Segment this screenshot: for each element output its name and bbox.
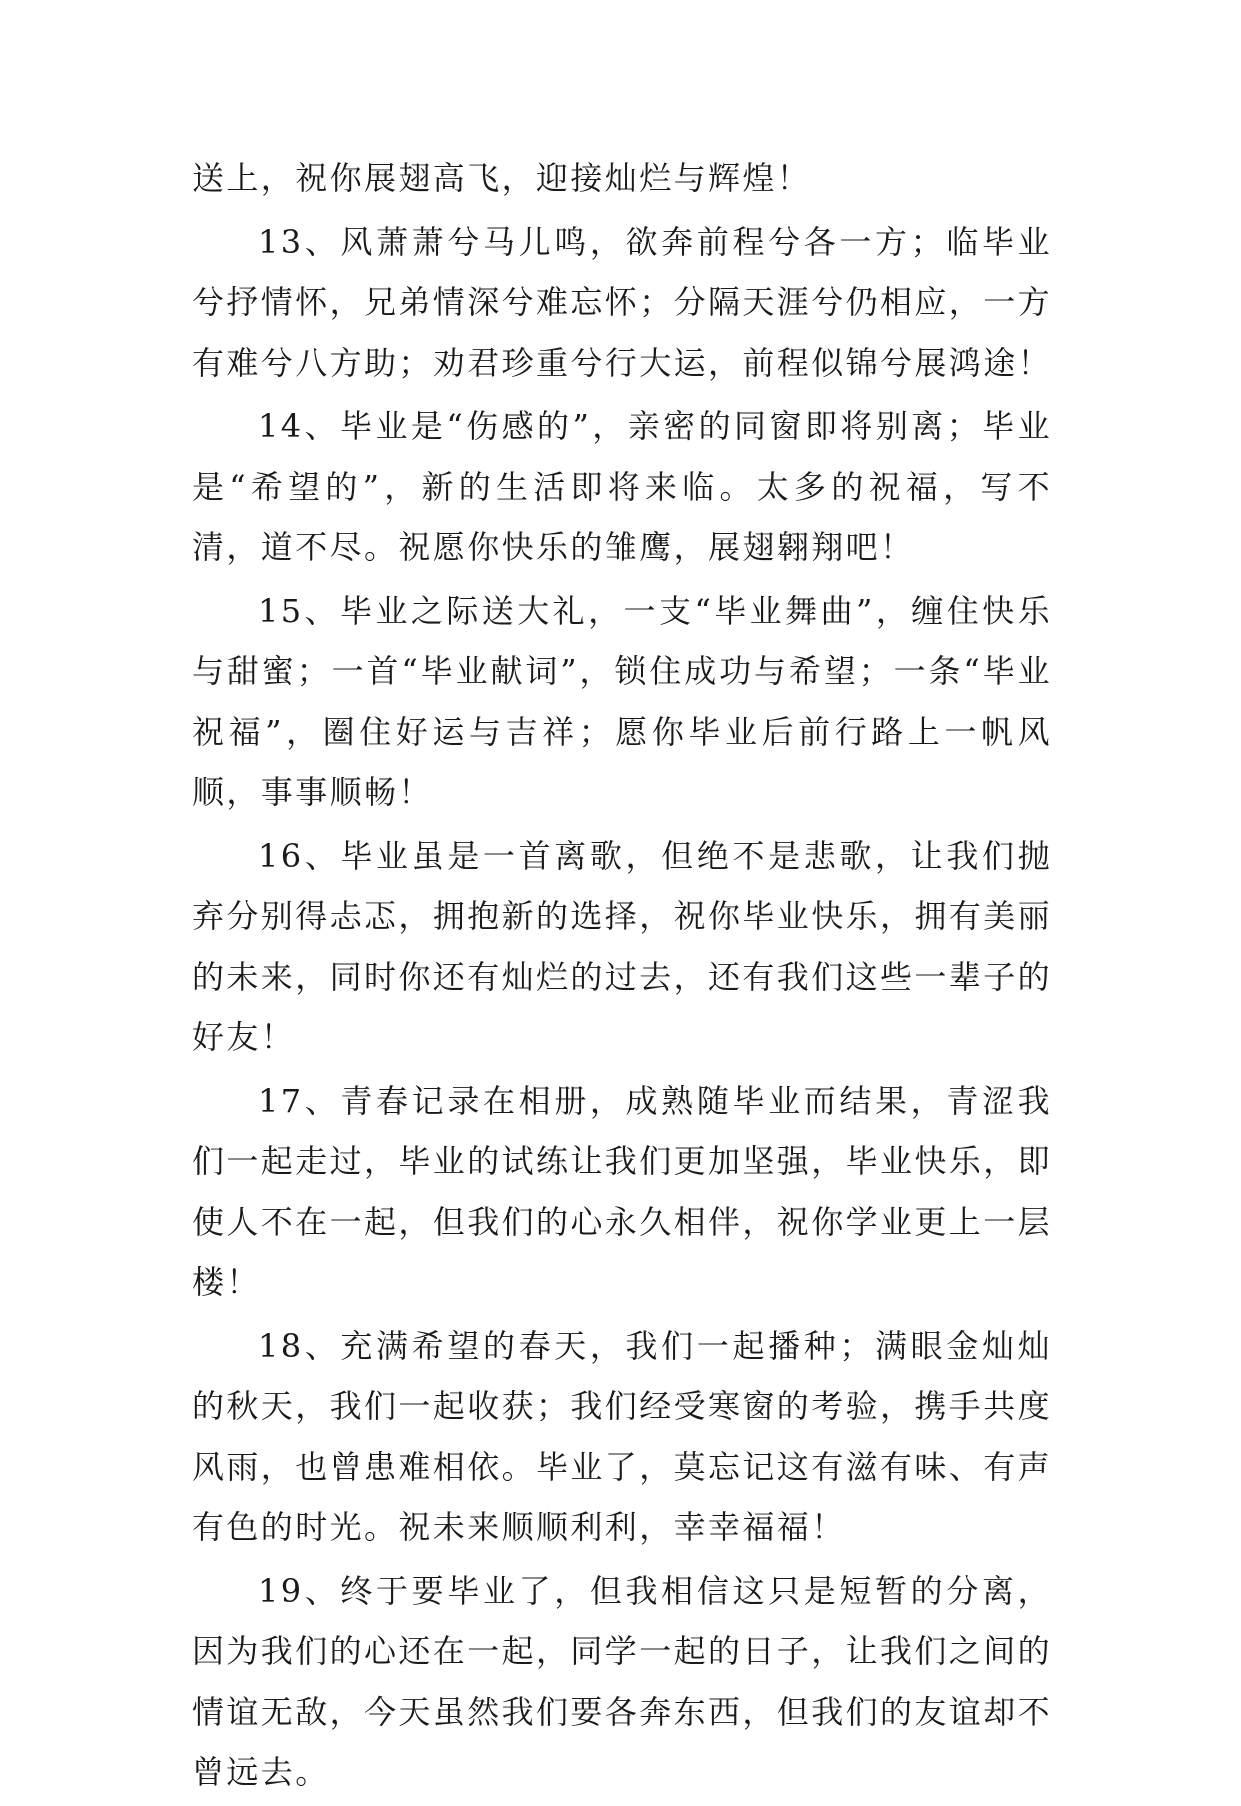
paragraph-14: 14、毕业是“伤感的”，亲密的同窗即将别离；毕业是“希望的”，新的生活即将来临。太多的祝福，写不清，道不尽。祝愿你快乐的雏鹰，展翅翱翔吧！ [192, 407, 1052, 566]
paragraph-17: 17、青春记录在相册，成熟随毕业而结果，青涩我们一起走过，毕业的试练让我们更加坚强，毕业快乐，即使人不在一起，但我们的心永久相伴，祝你学业更上一层楼！ [192, 1081, 1053, 1301]
paragraph-15: 15、毕业之际送大礼，一支“毕业舞曲”，缠住快乐与甜蜜；一首“毕业献词”，锁住成功与希望；一条“毕业祝福”，圈住好运与吉祥；愿你毕业后前行路上一帆风顺，事事顺畅！ [192, 591, 1052, 811]
paragraph-18: 18、充满希望的春天，我们一起播种；满眼金灿灿的秋天，我们一起收获；我们经受寒窗的考验，携手共度风雨，也曾患难相依。毕业了，莫忘记这有滋有味、有声有色的时光。祝未来顺顺利利，幸幸福福！ [192, 1326, 1053, 1546]
paragraph-16: 16、毕业虽是一首离歌，但绝不是悲歌，让我们抛弃分别得忐忑，拥抱新的选择，祝你毕业快乐，拥有美丽的未来，同时你还有灿烂的过去，还有我们这些一辈子的好友！ [192, 836, 1053, 1056]
paragraph-13: 13、风萧萧兮马儿鸣，欲奔前程兮各一方；临毕业兮抒情怀，兄弟情深兮难忘怀；分隔天涯兮仍相应，一方有难兮八方助；劝君珍重兮行大运，前程似锦兮展鸿途！ [192, 222, 1053, 382]
paragraph-19: 19、终于要毕业了，但我相信这只是短暂的分离，因为我们的心还在一起，同学一起的日子，让我们之间的情谊无敌，今天虽然我们要各奔东西，但我们的友谊却不曾远去。 [192, 1571, 1053, 1791]
paragraph-continuation: 送上，祝你展翅高飞，迎接灿烂与辉煌！ [192, 159, 812, 197]
document-page [192, 148, 1052, 1806]
